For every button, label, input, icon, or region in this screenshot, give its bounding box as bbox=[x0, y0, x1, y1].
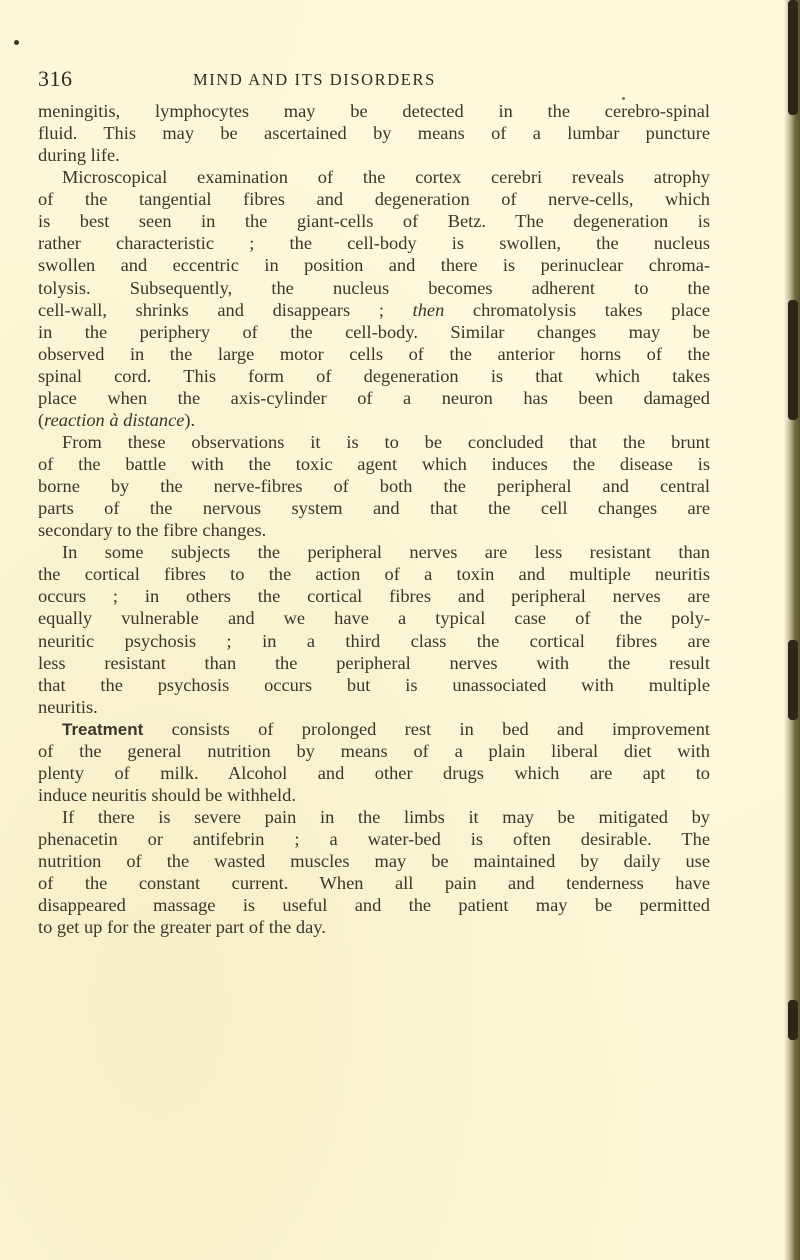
text-line: swollen and eccentric in position and there is perinuclear chroma- bbox=[38, 255, 710, 276]
text-line: In some subjects the peripheral nerves are less resistant than bbox=[62, 542, 710, 563]
page-edge-shadow bbox=[788, 300, 798, 420]
text-line: phenacetin or antifebrin ; a water-bed is often desirable. The bbox=[38, 829, 710, 850]
text-line: spinal cord. This form of degeneration is that which takes bbox=[38, 365, 710, 386]
italic-word: then bbox=[412, 299, 445, 320]
text-line: induce neuritis should be withheld. bbox=[38, 784, 296, 805]
body-text bbox=[38, 100, 710, 938]
page-edge-shadow bbox=[788, 640, 798, 720]
text-line: plenty of milk. Alcohol and other drugs which are apt to bbox=[38, 762, 710, 783]
text-line bbox=[38, 299, 710, 321]
text-line: of the tangential fibres and degeneration of nerve-cells, which bbox=[38, 189, 710, 210]
text-line: neuritic psychosis ; in a third class the cortical fibres are bbox=[38, 630, 710, 651]
text-line bbox=[38, 718, 710, 740]
text-line: fluid. This may be ascertained by means of a lumbar puncture bbox=[38, 123, 710, 144]
page-edge bbox=[784, 0, 800, 1260]
text-line: is best seen in the giant-cells of Betz. The degeneration is bbox=[38, 211, 710, 232]
text-line: in the periphery of the cell-body. Similar changes may be bbox=[38, 321, 710, 342]
text-line: the cortical fibres to the action of a toxin and multiple neuritis bbox=[38, 564, 710, 585]
text-line: meningitis, lymphocytes may be detected in the cerebro-spinal bbox=[38, 101, 710, 121]
page-number: 316 bbox=[38, 66, 73, 91]
text-run: cell-wall, shrinks and disappears ; bbox=[38, 299, 413, 320]
text-line bbox=[38, 409, 710, 431]
italic-phrase: reaction à distance bbox=[44, 409, 185, 430]
text-line: to get up for the greater part of the day. bbox=[38, 917, 326, 938]
text-line: equally vulnerable and we have a typical case of the poly- bbox=[38, 608, 710, 629]
text-run: chromatolysis takes place bbox=[444, 299, 710, 320]
text-line: nutrition of the wasted muscles may be maintained by daily use bbox=[38, 851, 710, 872]
text-line: of the general nutrition by means of a plain liberal diet with bbox=[38, 740, 710, 761]
text-line: secondary to the fibre changes. bbox=[38, 520, 267, 541]
text-line: during life. bbox=[38, 145, 120, 166]
text-line: tolysis. Subsequently, the nucleus becomes adherent to the bbox=[38, 277, 710, 298]
text-line: rather characteristic ; the cell-body is swollen, the nucleus bbox=[38, 233, 710, 254]
section-heading: Treatment bbox=[62, 719, 144, 739]
text-line: borne by the nerve-fibres of both the peripheral and central bbox=[38, 476, 710, 497]
text-line: neuritis. bbox=[38, 696, 98, 717]
text-run: ). bbox=[184, 409, 196, 430]
page-header bbox=[38, 66, 598, 96]
running-head: MIND AND ITS DISORDERS bbox=[193, 70, 436, 89]
text-line: of the battle with the toxic agent which induces the disease is bbox=[38, 454, 710, 474]
page-speck bbox=[14, 40, 19, 45]
text-line: that the psychosis occurs but is unassociated with multiple bbox=[38, 674, 710, 695]
text-line: Microscopical examination of the cortex cerebri reveals atrophy bbox=[62, 167, 710, 188]
text-line: occurs ; in others the cortical fibres and peripheral nerves are bbox=[38, 586, 710, 607]
text-line: observed in the large motor cells of the anterior horns of the bbox=[38, 343, 710, 364]
text-run: consists of prolonged rest in bed and improvement bbox=[143, 718, 710, 739]
text-line: parts of the nervous system and that the cell changes are bbox=[38, 498, 710, 519]
text-run: ( bbox=[38, 409, 45, 430]
text-line: disappeared massage is useful and the patient may be permitted bbox=[38, 895, 710, 916]
text-line: of the constant current. When all pain and tenderness have bbox=[38, 873, 710, 894]
text-line: less resistant than the peripheral nerves with the result bbox=[38, 652, 710, 673]
text-line: place when the axis-cylinder of a neuron has been damaged bbox=[38, 387, 710, 408]
page-edge-shadow bbox=[788, 1000, 798, 1040]
text-line: If there is severe pain in the limbs it may be mitigated by bbox=[62, 807, 710, 827]
page-edge-shadow bbox=[788, 0, 798, 115]
text-line: From these observations it is to be concluded that the brunt bbox=[62, 431, 710, 452]
